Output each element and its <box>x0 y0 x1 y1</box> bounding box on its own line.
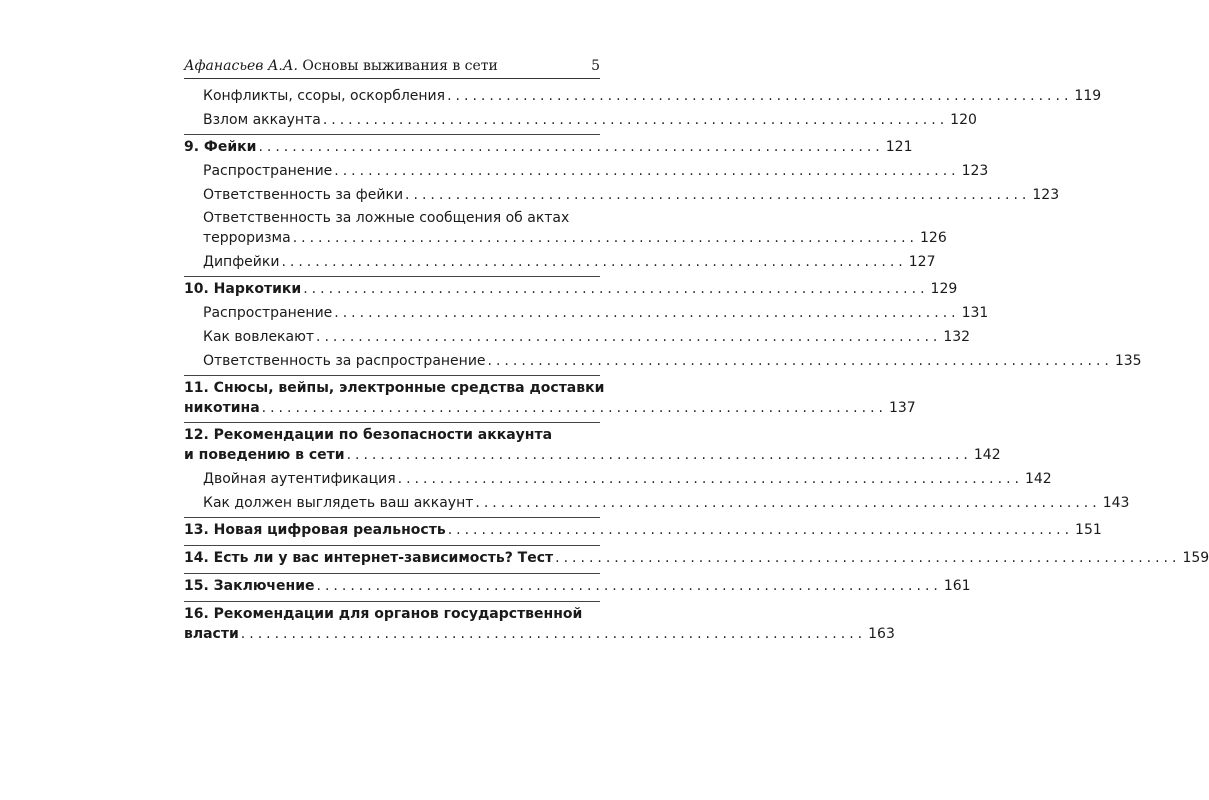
toc-chapter-page: 159 <box>1182 550 1209 566</box>
toc-entry-title-line1: Ответственность за ложные сообщения об актах <box>203 210 570 226</box>
toc-entry-page: 143 <box>1102 495 1130 511</box>
header-title <box>184 58 498 74</box>
dot-leader: .......................................................................... <box>346 447 972 463</box>
toc-entry-title: Как должен выглядеть ваш аккаунт <box>203 495 474 511</box>
toc-entry-page: 123 <box>961 163 989 179</box>
toc-entry <box>203 163 989 185</box>
toc-chapter <box>184 447 1001 469</box>
header-author: Афанасьев А.А. <box>184 58 298 74</box>
toc-entry-title: Взлом аккаунта <box>203 112 321 128</box>
toc-chapter-title: 14. Есть ли у вас интернет-зависимость? Тест <box>184 550 554 566</box>
toc-chapter-page: 161 <box>943 578 971 594</box>
dot-leader: .......................................................................... <box>334 163 960 179</box>
toc-entry-title: Как вовлекают <box>203 329 315 345</box>
toc-entry <box>203 471 1052 493</box>
toc-entry-title: Распространение <box>203 305 333 321</box>
toc-chapter-page: 151 <box>1075 522 1102 538</box>
toc-chapter-title: 9. Фейки <box>184 139 257 155</box>
toc-chapter-title: никотина <box>184 400 260 416</box>
toc-entry-title: Двойная аутентификация <box>203 471 396 487</box>
toc-chapter <box>184 522 1102 544</box>
toc-chapter-page: 121 <box>885 139 913 155</box>
toc-entry <box>203 254 936 276</box>
toc-entry-page: 127 <box>908 254 936 270</box>
dot-leader: .......................................................................... <box>322 112 949 128</box>
toc-entry-title: Распространение <box>203 163 333 179</box>
dot-leader: .......................................................................... <box>475 495 1101 511</box>
dot-leader: .......................................................................... <box>397 471 1023 487</box>
toc-chapter-title-line1: 16. Рекомендации для органов государственной <box>184 606 583 622</box>
toc-entry-page: 142 <box>1024 471 1052 487</box>
toc-entry <box>203 305 989 327</box>
toc-entry-page: 135 <box>1114 353 1142 369</box>
dot-leader: .......................................................................... <box>334 305 960 321</box>
toc-entry-title: Ответственность за фейки <box>203 187 404 203</box>
dot-leader: .......................................................................... <box>487 353 1113 369</box>
toc-entry-page: 123 <box>1032 187 1060 203</box>
toc-entry-page: 120 <box>950 112 977 128</box>
toc-chapter <box>184 550 1209 572</box>
dot-leader: .......................................................................... <box>261 400 887 416</box>
section-divider <box>184 422 600 423</box>
toc-entry-title: Конфликты, ссоры, оскорбления <box>203 88 446 104</box>
header-page-number: 5 <box>591 58 600 74</box>
dot-leader: .......................................................................... <box>555 550 1181 566</box>
dot-leader: .......................................................................... <box>303 281 929 297</box>
toc-entry <box>203 88 1102 110</box>
toc-chapter <box>184 139 913 161</box>
section-divider <box>184 545 600 546</box>
section-divider <box>184 134 600 135</box>
toc-chapter-page: 163 <box>868 626 895 642</box>
toc-entry-title: Дипфейки <box>203 254 280 270</box>
dot-leader: .......................................................................... <box>447 522 1074 538</box>
dot-leader: .......................................................................... <box>281 254 907 270</box>
dot-leader: .......................................................................... <box>316 329 942 345</box>
toc-entry-page: 131 <box>961 305 989 321</box>
running-header <box>184 50 600 79</box>
toc-chapter-title-line1: 12. Рекомендации по безопасности аккаунта <box>184 427 553 443</box>
toc-chapter-page: 129 <box>930 281 958 297</box>
toc-chapter <box>184 578 971 600</box>
toc-chapter-page: 137 <box>888 400 916 416</box>
dot-leader: .......................................................................... <box>405 187 1031 203</box>
dot-leader: .......................................................................... <box>447 88 1073 104</box>
toc-entry-title: терроризма <box>203 230 291 246</box>
toc-entry <box>203 353 1142 375</box>
dot-leader: .......................................................................... <box>240 626 867 642</box>
toc-chapter-page: 142 <box>973 447 1001 463</box>
toc-chapter <box>184 281 958 303</box>
toc-entry-page: 126 <box>920 230 947 246</box>
toc-entry-page: 132 <box>943 329 971 345</box>
toc-chapter <box>184 626 895 648</box>
header-book-title: Основы выживания в сети <box>302 58 498 74</box>
toc-entry-title: Ответственность за распространение <box>203 353 486 369</box>
toc-entry <box>203 112 977 134</box>
dot-leader: .......................................................................... <box>292 230 919 246</box>
toc-chapter-title: власти <box>184 626 239 642</box>
toc-chapter-title: 10. Наркотики <box>184 281 302 297</box>
section-divider <box>184 517 600 518</box>
section-divider <box>184 375 600 376</box>
toc-chapter-title: 15. Заключение <box>184 578 315 594</box>
toc-chapter-title: и поведению в сети <box>184 447 345 463</box>
section-divider <box>184 276 600 277</box>
dot-leader: .......................................................................... <box>316 578 942 594</box>
section-divider <box>184 573 600 574</box>
section-divider <box>184 601 600 602</box>
book-page <box>184 50 1209 690</box>
toc-entry <box>203 329 971 351</box>
toc-chapter-title-line1: 11. Снюсы, вейпы, электронные средства доставки <box>184 380 605 396</box>
toc-entry <box>203 230 947 252</box>
dot-leader: .......................................................................... <box>258 139 884 155</box>
toc-entry <box>203 187 1060 209</box>
toc-entry-page: 119 <box>1074 88 1102 104</box>
toc-chapter-title: 13. Новая цифровая реальность <box>184 522 446 538</box>
toc-chapter <box>184 400 916 422</box>
toc-entry <box>203 495 1130 517</box>
